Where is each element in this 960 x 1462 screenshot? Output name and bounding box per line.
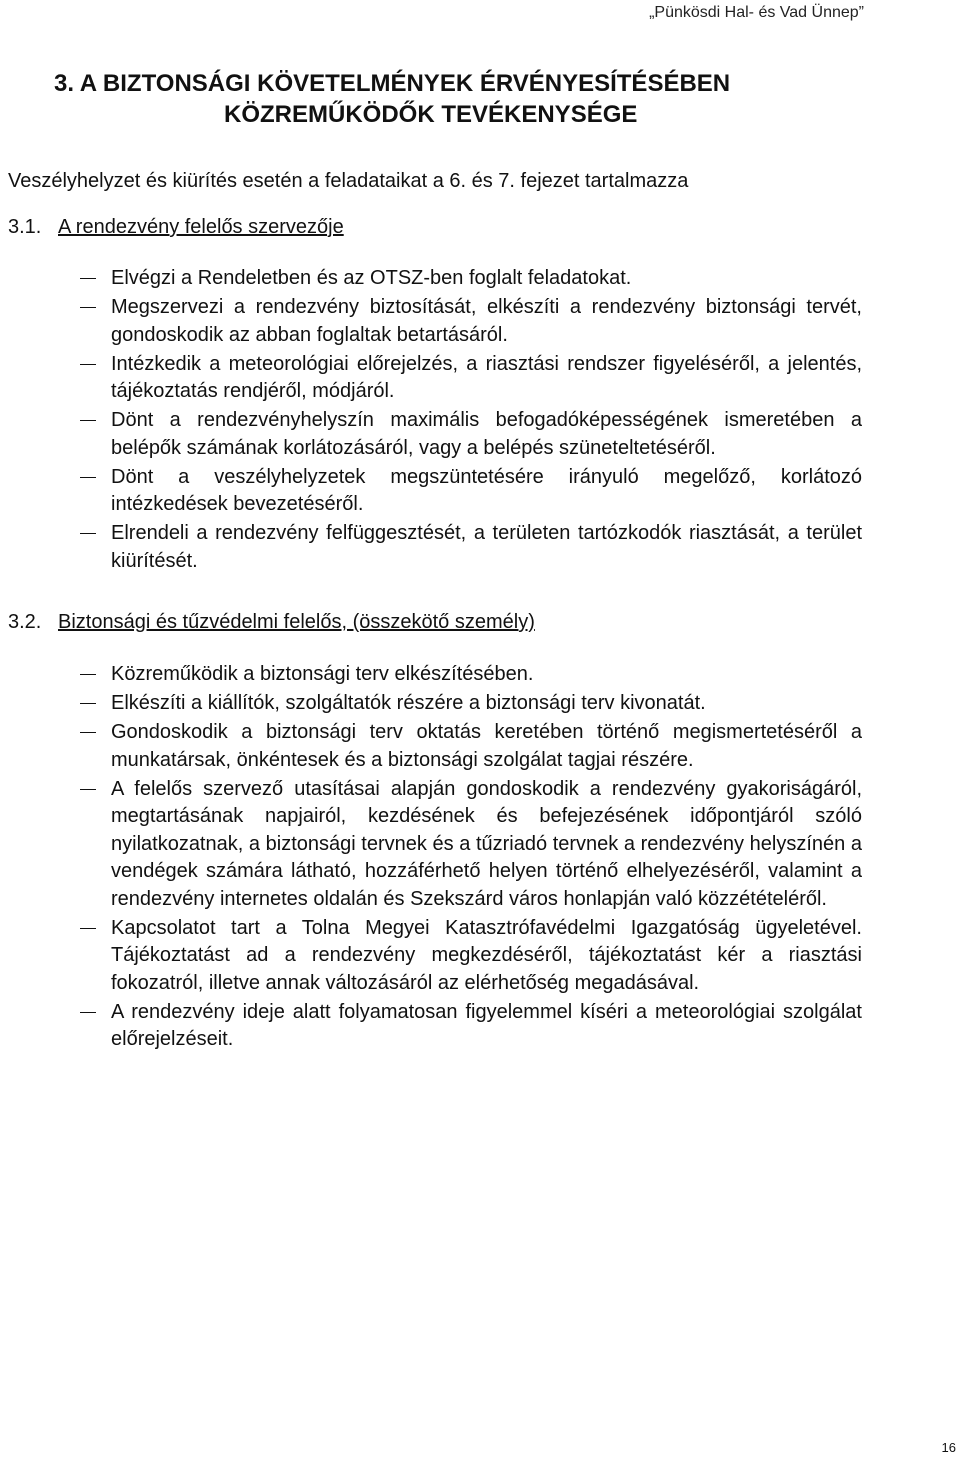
section-heading-3-2	[8, 608, 535, 636]
chapter-intro: Veszélyhelyzet és kiürítés esetén a feladataikat a 6. és 7. fejezet tartalmazza	[8, 170, 689, 192]
list-item: Gondoskodik a biztonsági terv oktatás keretében történő megismertetéséről a munkatársak, önkéntesek és a biztonsági szolgálat tagjai részére.	[0, 719, 862, 774]
list-item: A felelős szervező utasításai alapján gondoskodik a rendezvény gyakoriságáról, megtartásának napjairól, kezdésének és befejezésének időpontjáról szóló nyilatkozatnak, a biztonsági tervnek és a tűzriadó tervnek a rendezvény helyszínén a vendégek számára látható, hozzáférhető helyen történő elhelyezéséről, valamint a rendezvény internetes oldalán és Szekszárd város honlapján való közzétételéről.	[0, 776, 862, 914]
dash-bullet-icon	[80, 307, 96, 308]
dash-bullet-icon	[80, 732, 96, 733]
section-3-1-list	[0, 265, 862, 577]
dash-bullet-icon	[80, 420, 96, 421]
list-item: Intézkedik a meteorológiai előrejelzés, a riasztási rendszer figyeléséről, a jelentés, tájékoztatás rendjéről, módjáról.	[0, 351, 862, 406]
dash-bullet-icon	[80, 928, 96, 929]
list-item: Elrendeli a rendezvény felfüggesztését, a területen tartózkodók riasztását, a terület kiürítését.	[0, 520, 862, 575]
list-item: Közreműködik a biztonsági terv elkészítésében.	[0, 661, 862, 689]
section-heading-3-1	[8, 213, 344, 241]
section-number: 3.2.	[8, 611, 42, 633]
list-item: Megszervezi a rendezvény biztosítását, elkészíti a rendezvény biztonsági tervét, gondoskodik az abban foglaltak betartásáról.	[0, 294, 862, 349]
list-item: Elvégzi a Rendeletben és az OTSZ-ben foglalt feladatokat.	[0, 265, 862, 293]
section-title: A rendezvény felelős szervezője	[58, 216, 344, 238]
list-item: Kapcsolatot tart a Tolna Megyei Katasztrófavédelmi Igazgatóság ügyeletével. Tájékoztatást ad a rendezvény megkezdéséről, tájékoztatást kér a riasztási fokozatról, illetve annak változásáról az elérhetőség megadásával.	[0, 915, 862, 998]
chapter-title-line-1: 3. A BIZTONSÁGI KÖVETELMÉNYEK ÉRVÉNYESÍTÉSÉBEN	[54, 70, 731, 97]
chapter-title	[54, 68, 854, 130]
dash-bullet-icon	[80, 278, 96, 279]
dash-bullet-icon	[80, 477, 96, 478]
dash-bullet-icon	[80, 364, 96, 365]
list-item: A rendezvény ideje alatt folyamatosan figyelemmel kíséri a meteorológiai szolgálat előrejelzéseit.	[0, 999, 862, 1054]
section-title: Biztonsági és tűzvédelmi felelős, (összekötő személy)	[58, 611, 535, 633]
section-3-2-list	[0, 661, 862, 1055]
page-number: 16	[941, 1440, 956, 1455]
dash-bullet-icon	[80, 703, 96, 704]
dash-bullet-icon	[80, 533, 96, 534]
dash-bullet-icon	[80, 1012, 96, 1013]
dash-bullet-icon	[80, 789, 96, 790]
running-header: „Pünkösdi Hal- és Vad Ünnep”	[649, 4, 864, 21]
section-number: 3.1.	[8, 216, 42, 238]
list-item: Dönt a rendezvényhelyszín maximális befogadóképességének ismeretében a belépők számának korlátozásáról, vagy a belépés szüneteltetéséről.	[0, 407, 862, 462]
list-item: Elkészíti a kiállítók, szolgáltatók részére a biztonsági terv kivonatát.	[0, 690, 862, 718]
chapter-title-line-2: KÖZREMŰKÖDŐK TEVÉKENYSÉGE	[224, 101, 638, 128]
dash-bullet-icon	[80, 674, 96, 675]
list-item: Dönt a veszélyhelyzetek megszüntetésére irányuló megelőző, korlátozó intézkedések bevezetéséről.	[0, 464, 862, 519]
